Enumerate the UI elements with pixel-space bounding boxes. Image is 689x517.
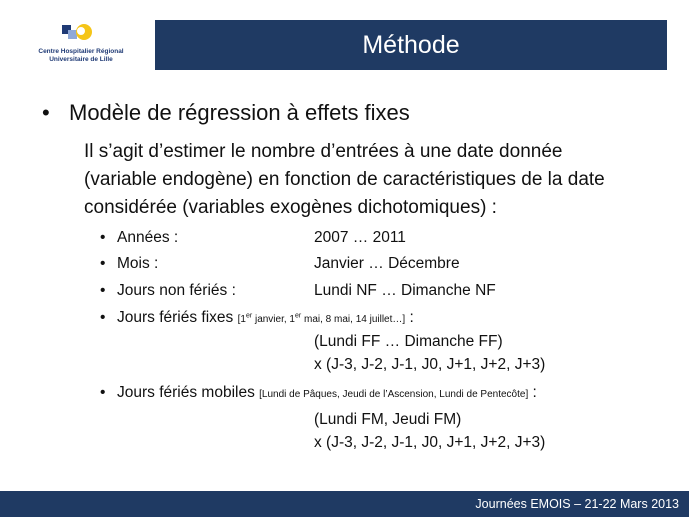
item-jff-colon: : (409, 309, 414, 326)
item-annees (100, 229, 178, 247)
item-jours-feries-fixes (100, 309, 414, 327)
item-jfm-value-1: (Lundi FM, Jeudi FM) (314, 411, 462, 428)
bullet-dot-icon: • (100, 255, 106, 272)
item-jours-non-feries (100, 282, 236, 300)
item-jfm-value-2: x (J-3, J-2, J-1, J0, J+1, J+2, J+3) (314, 434, 546, 451)
item-jnf-label: Jours non fériés : (117, 282, 236, 299)
description-line-3: considérée (variables exogènes dichotomiques) : (84, 197, 497, 218)
logo-line-2: Universitaire de Lille (49, 56, 113, 63)
item-annees-value: 2007 … 2011 (314, 229, 406, 246)
chru-lille-logo (22, 22, 140, 72)
logo-mark-icon (60, 22, 94, 44)
footer-bar (0, 491, 689, 517)
item-mois (100, 255, 158, 273)
item-jfm-colon: : (532, 384, 537, 401)
bullet-dot-icon: • (100, 384, 106, 401)
item-mois-value: Janvier … Décembre (314, 255, 460, 272)
footer-text: Journées EMOIS – 21-22 Mars 2013 (475, 497, 679, 511)
item-jfm-label: Jours fériés mobiles (117, 384, 255, 401)
item-jff-note: [1er janvier, 1er mai, 8 mai, 14 juillet…] (237, 312, 406, 325)
main-bullet-text: Modèle de régression à effets fixes (69, 100, 410, 125)
item-annees-label: Années : (117, 229, 179, 246)
item-jnf-value: Lundi NF … Dimanche NF (314, 282, 496, 299)
item-jff-value-1: (Lundi FF … Dimanche FF) (314, 333, 503, 350)
description-line-2: (variable endogène) en fonction de caractéristiques de la date (84, 169, 605, 190)
bullet-dot-icon: • (100, 229, 106, 246)
bullet-dot-icon: • (42, 100, 50, 125)
bullet-dot-icon: • (100, 282, 106, 299)
slide-title: Méthode (362, 31, 460, 59)
bullet-dot-icon: • (100, 309, 106, 326)
item-jff-value-2: x (J-3, J-2, J-1, J0, J+1, J+2, J+3) (314, 356, 546, 373)
main-bullet (42, 100, 410, 126)
logo-line-1: Centre Hospitalier Régional (38, 48, 124, 55)
item-jff-label: Jours fériés fixes (117, 309, 234, 326)
title-bar (155, 20, 667, 70)
item-jours-feries-mobiles (100, 384, 537, 402)
item-mois-label: Mois : (117, 255, 159, 272)
item-jfm-note: [Lundi de Pâques, Jeudi de l’Ascension, Lundi de Pentecôte] (259, 389, 529, 400)
description (84, 138, 674, 222)
description-line-1: Il s’agit d’estimer le nombre d’entrées à une date donnée (84, 141, 563, 162)
logo-text (22, 48, 140, 64)
